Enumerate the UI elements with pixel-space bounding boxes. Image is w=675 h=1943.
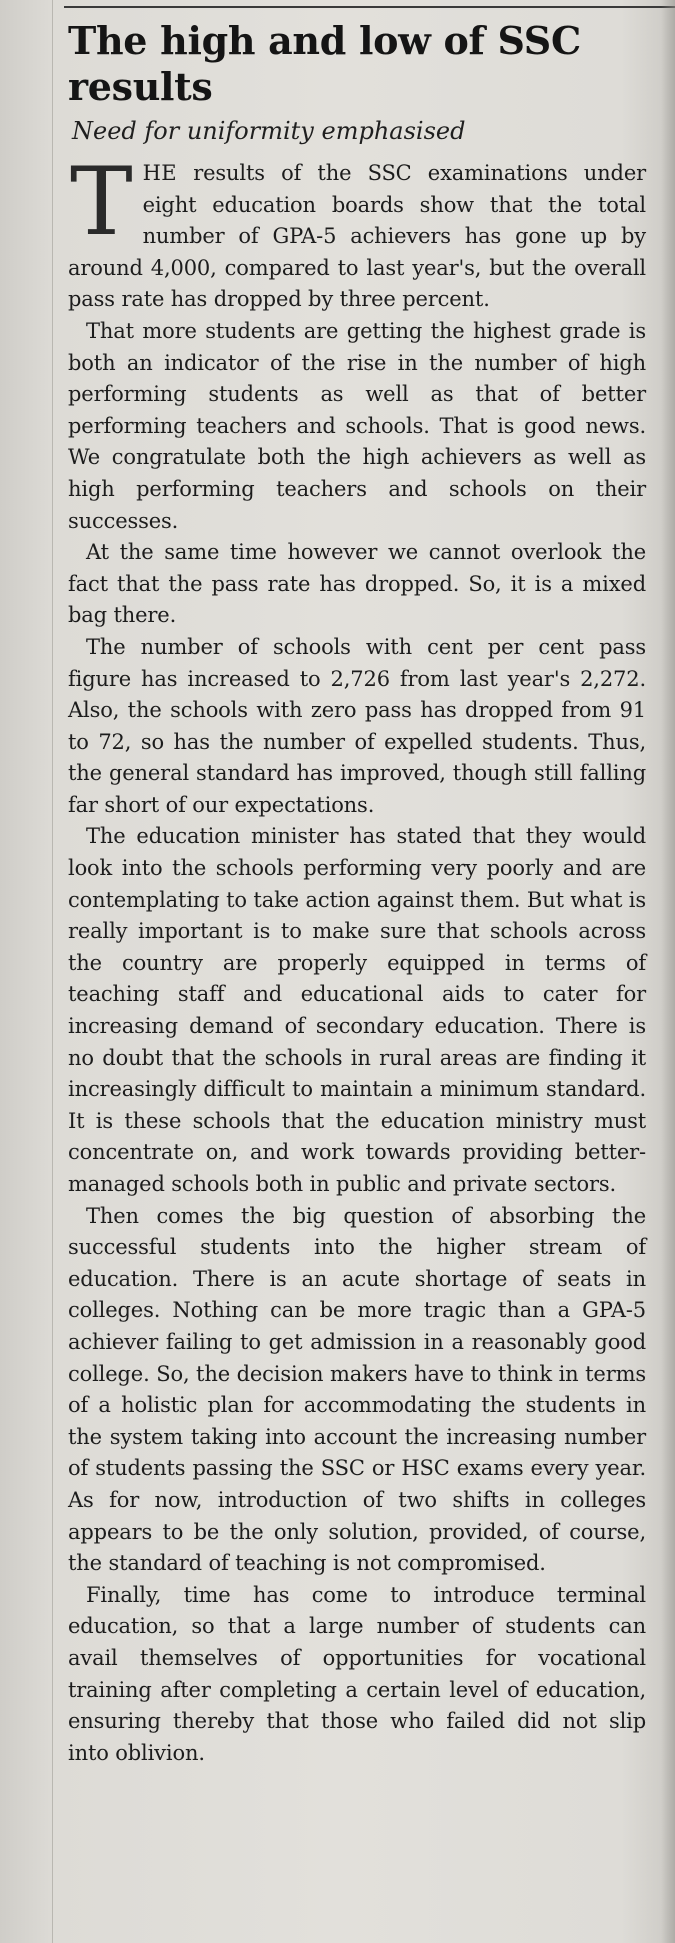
paragraph-2: That more students are getting the highest grade is both an indicator of the rise in the number of high performing students as well as that of better performing teachers and schools. That is good news. We congratulate both the high achievers as well as high performing teachers and schools on their successes. [68, 318, 646, 533]
paragraph-1-text: results of the SSC examinations under eight education boards show that the total number of GPA-5 achievers has gone up by around 4,000, compared to last year's, but the overall pass rate has dropped by three percent. [68, 161, 646, 312]
paragraph-1 [68, 148, 646, 316]
paragraph-6: Then comes the big question of absorbing the successful students into the higher stream of education. There is an acute shortage of seats in colleges. Nothing can be more tragic than a GPA-5 achiever failing to get admission in a reasonably good college. So, the decision makers have to think in terms of a holistic plan for accommodating the students in the system taking into account the increasing number of students passing the SSC or HSC exams every year. As for now, introduction of two shifts in colleges appears to be the only solution, provided, of course, the standard of teaching is not compromised. [68, 1203, 646, 1576]
subheadline: Need for uniformity emphasised [72, 117, 466, 145]
paragraph-5: The education minister has stated that they would look into the schools performing very poorly and are contemplating to take action against them. But what is really important is to make sure that schools across the country are properly equipped in terms of teaching staff and educational aids to cater for increasing demand of secondary education. There is no doubt that the schools in rural areas are finding it increasingly difficult to maintain a minimum standard. It is these schools that the education ministry must concentrate on, and work towards providing better-managed schools both in public and private sectors. [68, 824, 646, 1196]
paragraph-3: At the same time however we cannot overlook the fact that the pass rate has dropped. So, it is a mixed bag there. [68, 540, 646, 628]
editorial-article [68, 18, 646, 1769]
top-rule [64, 6, 675, 8]
article-body [68, 148, 646, 1769]
page-edge-shadow [661, 0, 675, 1943]
paragraph-4: The number of schools with cent per cent pass figure has increased to 2,726 from last year's 2,272. Also, the schools with zero pass has dropped from 91 to 72, so has the number of expelled students. Thus, the general standard has improved, though still falling far short of our expectations. [68, 634, 646, 817]
drop-cap: T [70, 148, 133, 257]
column-rule [52, 0, 53, 1943]
headline: The high and low of SSC results [68, 18, 581, 109]
paragraph-7: Finally, time has come to introduce terminal education, so that a large number of students can avail themselves of opportunities for vocational training after completing a certain level of education, ensuring thereby that those who failed did not slip into oblivion. [68, 1582, 646, 1765]
lead-caps: HE [142, 161, 178, 185]
